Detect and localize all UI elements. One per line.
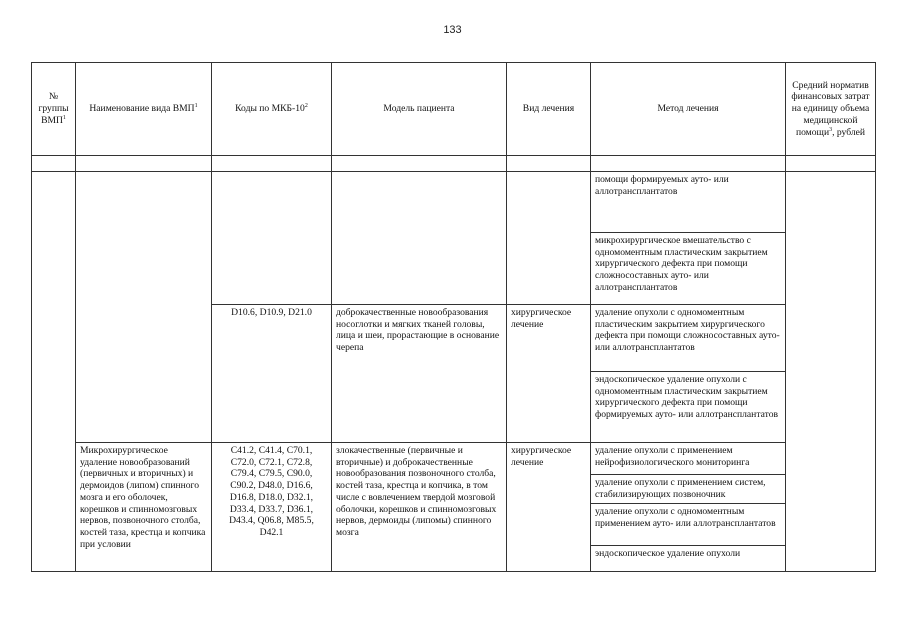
page-number: 133 (443, 24, 462, 36)
header-icd-codes: Коды по МКБ-$10^2$ (212, 63, 332, 156)
header-patient-model: Модель пациента (332, 63, 507, 156)
icd-codes-cell: D10.6, D10.9, D21.0 (212, 305, 332, 443)
header-group-number: № группы ВМП$^1$ (32, 63, 76, 156)
group-number-cell (32, 172, 76, 572)
table-header-row (32, 63, 876, 156)
vmp-name-cell: Микрохирургическое удаление новообразований (первичных и вторичных) и дермоидов (липом) спинного мозга и его оболочек, корешков и спинномозговых нервов, позвоночного столба, костей таза, крестца и копчика при условии (76, 443, 212, 572)
treatment-method-cell: помощи формируемых ауто- или аллотрансплантатов (591, 172, 786, 233)
header-vmp-name: Наименование вида ВМП$^1$ (76, 63, 212, 156)
header-treatment-method: Метод лечения (591, 63, 786, 156)
treatment-method-cell: удаление опухоли с применением нейрофизиологического мониторинга (591, 443, 786, 475)
patient-model-cell: доброкачественные новообразования носоглотки и мягких тканей головы, лица и шеи, прорастающие в основание черепа (332, 305, 507, 443)
header-treatment-type: Вид лечения (507, 63, 591, 156)
icd-codes-cell: C41.2, C41.4, C70.1, C72.0, C72.1, C72.8, C79.4, C79.5, C90.0, C90.2, D48.0, D16.6, D16.8, D18.0, D32.1, D33.4, D33.7, D36.1, D43.4, Q06.8, M85.5, D42.1 (212, 443, 332, 572)
icd-codes-cell (212, 172, 332, 305)
table-spacer-row (32, 156, 876, 172)
treatment-type-cell: хирургическое лечение (507, 305, 591, 443)
treatment-type-cell: хирургическое лечение (507, 443, 591, 572)
vmp-table (31, 62, 876, 572)
header-cost: Средний норматив финансовых затрат на единицу объема медицинской помощи$^3$, рублей (786, 63, 876, 156)
table-row (32, 443, 876, 475)
treatment-method-cell: микрохирургическое вмешательство с одномоментным пластическим закрытием хирургического дефекта при помощи сложносоставных ауто- или аллотрансплантатов (591, 233, 786, 305)
vmp-name-cell (76, 172, 212, 443)
treatment-method-cell: эндоскопическое удаление опухоли с одномоментным пластическим закрытием хирургического дефекта при помощи формируемых ауто- или аллотрансплантатов (591, 372, 786, 443)
treatment-method-cell: эндоскопическое удаление опухоли (591, 546, 786, 572)
cost-cell (786, 172, 876, 572)
table-row (32, 172, 876, 233)
treatment-type-cell (507, 172, 591, 305)
treatment-method-cell: удаление опухоли с одномоментным пластическим закрытием хирургического дефекта при помощи сложносоставных ауто- или аллотрансплантатов (591, 305, 786, 372)
treatment-method-cell: удаление опухоли с одномоментным применением ауто- или аллотрансплантатов (591, 504, 786, 546)
patient-model-cell (332, 172, 507, 305)
patient-model-cell: злокачественные (первичные и вторичные) и доброкачественные новообразования позвоночного столба, костей таза, крестца и копчика, в том числе с вовлечением твердой мозговой оболочки, корешков и спинномозговых нервов, дермоиды (липомы) спинного мозга (332, 443, 507, 572)
treatment-method-cell: удаление опухоли с применением систем, стабилизирующих позвоночник (591, 475, 786, 504)
